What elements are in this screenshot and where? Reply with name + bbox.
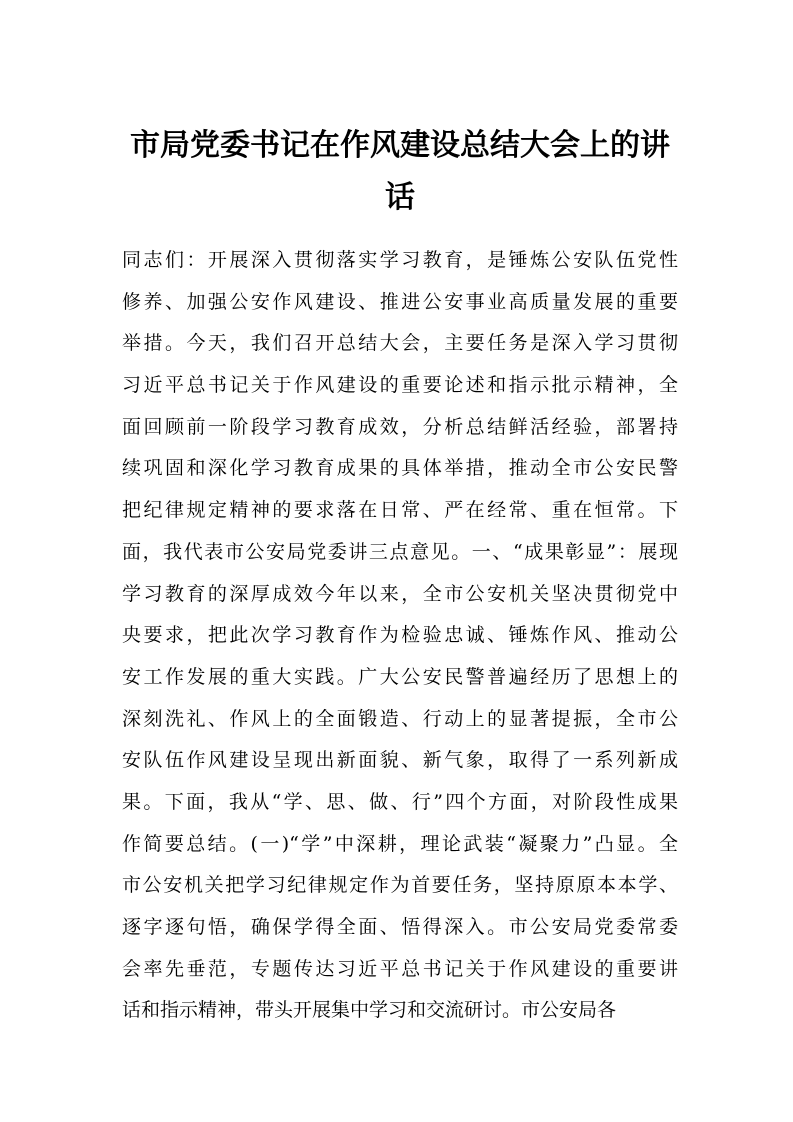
body-line-10: 央要求，把此次学习教育作为检验忠诚、锤炼作风、推动公 [122, 624, 678, 647]
body-line-7: 把纪律规定精神的要求落在日常、严在经常、重在恒常。下 [122, 499, 678, 522]
body-line-8: 面，我代表市公安局党委讲三点意见。一、“成果彰显”：展现 [122, 540, 678, 563]
body-line-9: 学习教育的深厚成效今年以来，全市公安机关坚决贯彻党中 [122, 582, 678, 605]
body-line-6: 续巩固和深化学习教育成果的具体举措，推动全市公安民警 [122, 457, 678, 480]
title-line-1: 市局党委书记在作风建设总结大会上的讲 [130, 128, 670, 163]
body-line-3: 举措。今天，我们召开总结大会，主要任务是深入学习贯彻 [122, 332, 678, 355]
body-line-14: 果。下面，我从“学、思、做、行”四个方面，对阶段性成果 [122, 790, 678, 813]
document-body [122, 240, 678, 1032]
body-line-4: 习近平总书记关于作风建设的重要论述和指示批示精神，全 [122, 374, 678, 397]
body-line-2: 修养、加强公安作风建设、推进公安事业高质量发展的重要 [122, 290, 678, 313]
title-line-2: 话 [385, 180, 415, 215]
body-line-1: 同志们：开展深入贯彻落实学习教育，是锤炼公安队伍党性 [122, 249, 678, 271]
body-line-13: 安队伍作风建设呈现出新面貌、新气象，取得了一系列新成 [122, 749, 678, 772]
body-line-17: 逐字逐句悟，确保学得全面、悟得深入。市公安局党委常委 [122, 916, 678, 938]
body-line-15: 作简要总结。(一)“学”中深耕，理论武装“凝聚力”凸显。全 [122, 832, 678, 855]
body-line-12: 深刻洗礼、作风上的全面锻造、行动上的显著提振，全市公 [122, 707, 678, 730]
body-line-18: 会率先垂范，专题传达习近平总书记关于作风建设的重要讲 [122, 957, 678, 980]
body-line-5: 面回顾前一阶段学习教育成效，分析总结鲜活经验，部署持 [122, 415, 678, 438]
body-line-11: 安工作发展的重大实践。广大公安民警普遍经历了思想上的 [122, 665, 678, 688]
body-line-19: 话和指示精神，带头开展集中学习和交流研讨。市公安局各 [122, 999, 617, 1022]
document-title [100, 120, 700, 224]
body-line-16: 市公安机关把学习纪律规定作为首要任务，坚持原原本本学、 [122, 874, 678, 897]
